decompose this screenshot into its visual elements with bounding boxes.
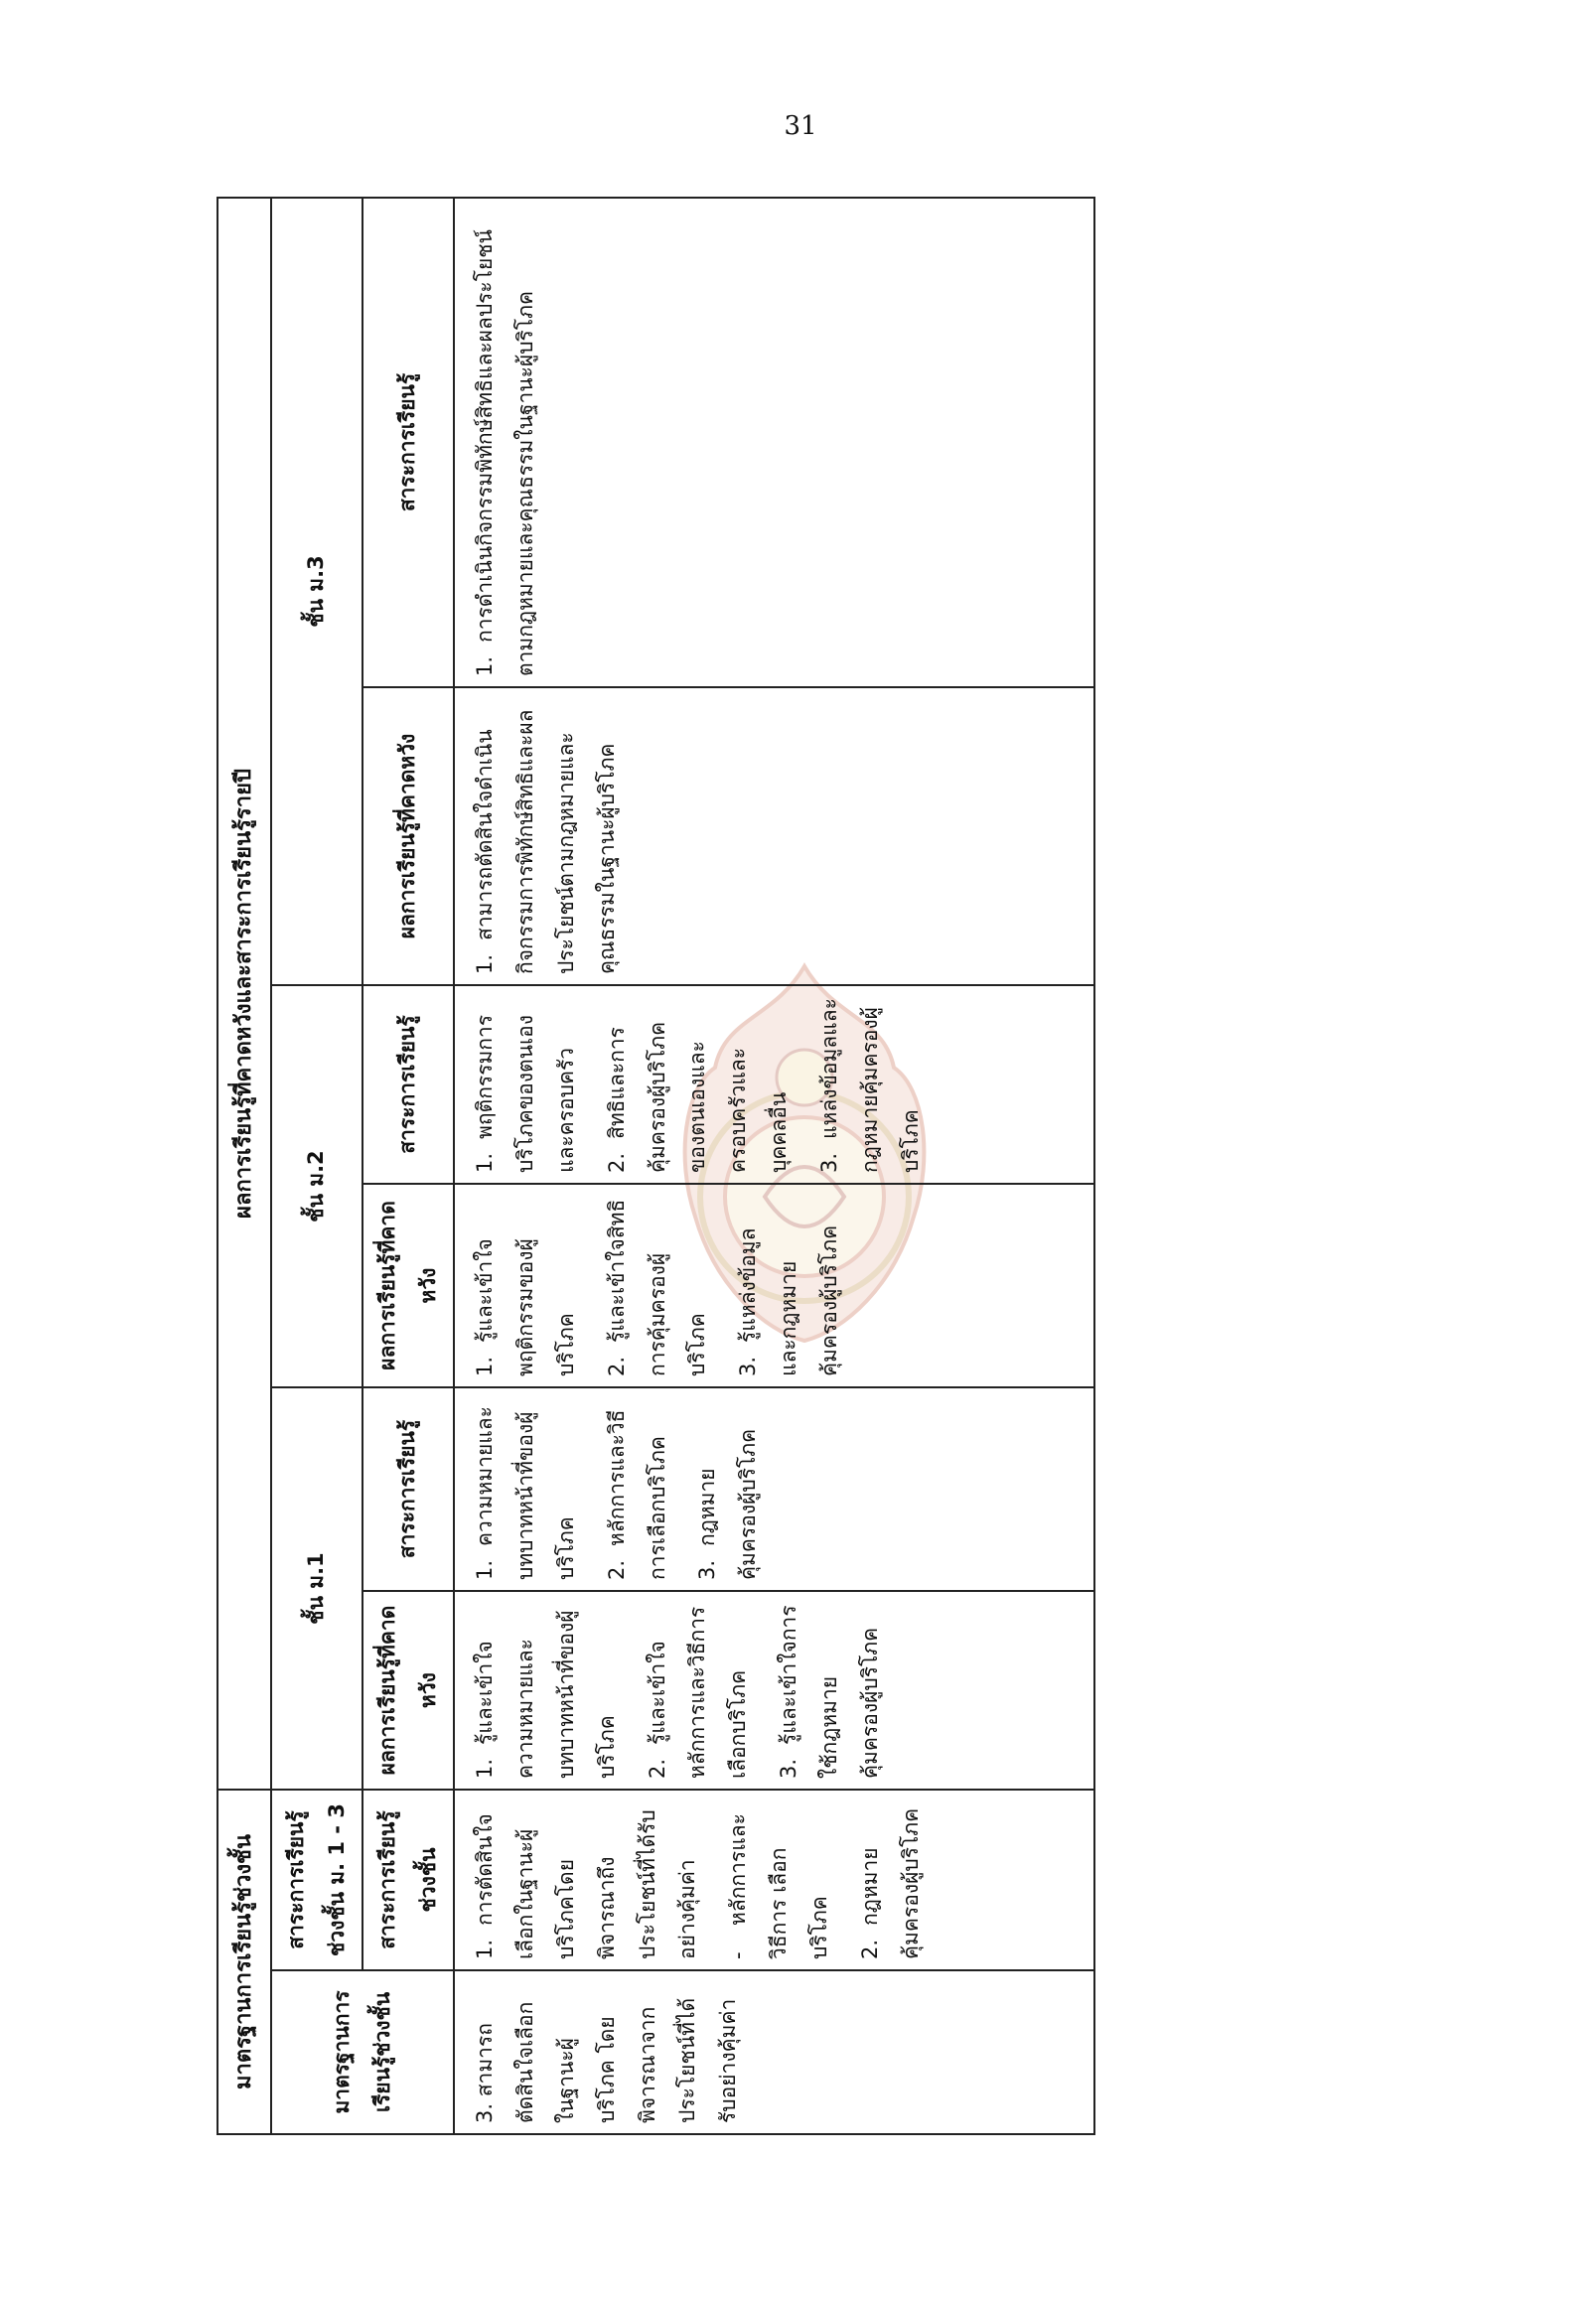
list-item: [850, 1800, 932, 1959]
curriculum-table-rotated: [217, 199, 1095, 2135]
list-item: [638, 1602, 760, 1779]
item-number: 2.: [604, 1356, 629, 1376]
list-item: [465, 1195, 587, 1376]
item-number: 3.: [777, 1758, 801, 1779]
item-text: หลักการและวิธีการ เลือกบริโภค: [726, 1813, 832, 1959]
item-text: รู้และเข้าใจหลักการและวิธีการเลือกบริโภค: [645, 1606, 751, 1779]
item-text: สามารถตัดสินใจดำเนินกิจกรรมการพิทักษ์สิทธิและผลประโยชน์ตามกฎหมายและคุณธรรมในฐานะผู้บริโภค: [472, 709, 619, 974]
item-number: 2.: [604, 1559, 629, 1580]
item-text: การดำเนินกิจกรรมพิทักษ์สิทธิและผลประโยชน์ตามกฎหมายและคุณธรรมในฐานะผู้บริโภค: [472, 229, 537, 676]
list-item: [465, 209, 546, 676]
m2-content-cell: [454, 985, 1094, 1184]
content-col-header: สาระการเรียนรู้ช่วงชั้น ม. 1 - 3: [271, 1790, 363, 1970]
list-item: [597, 1195, 719, 1376]
list-item: [465, 1800, 709, 1959]
m1-content-cell: [454, 1387, 1094, 1591]
m3-expected-cell: [454, 687, 1094, 985]
list-item: [465, 1602, 628, 1779]
list-item: [465, 996, 587, 1173]
m2-expected-cell: [454, 1184, 1094, 1387]
item-text: แหล่งข้อมูลและกฎหมายคุ้มครองผู้บริโภค: [817, 998, 924, 1173]
item-number: -: [726, 1951, 751, 1959]
list-item: [465, 698, 628, 974]
m3-content-cell: [454, 198, 1094, 687]
m2-expected-header: ผลการเรียนรู้ที่คาดหวัง: [363, 1184, 454, 1387]
item-text: สิทธิและการคุ้มครองผู้บริโภคของตนเองและครอบครัวและบุคคลอื่น: [604, 1021, 792, 1173]
item-text: รู้และเข้าใจความหมายและบทบาทหน้าที่ของผู้บริโภค: [472, 1610, 619, 1779]
item-number: 3.: [817, 1152, 842, 1173]
item-number: 2.: [645, 1758, 669, 1779]
m1-expected-cell: [454, 1591, 1094, 1790]
list-item: [718, 1800, 840, 1959]
grade3-header: ชั้น ม.3: [271, 198, 363, 985]
item-text: หลักการและวิธีการเลือกบริโภค: [604, 1409, 669, 1580]
range-content-cell: [454, 1790, 1094, 1970]
item-number: 3.: [736, 1356, 761, 1376]
item-text: รู้และเข้าใจสิทธิการคุ้มครองผู้บริโภค: [604, 1199, 710, 1376]
page-number: 31: [784, 111, 817, 141]
list-item: [465, 1398, 587, 1580]
item-number: 1.: [472, 655, 497, 676]
curriculum-table: [217, 197, 1095, 2135]
item-text: รู้แหล่งข้อมูลและกฎหมายคุ้มครองผู้บริโภค: [736, 1224, 842, 1376]
item-text: กฎหมายคุ้มครองผู้บริโภค: [695, 1428, 761, 1580]
item-text: กฎหมายคุ้มครองผู้บริโภค: [858, 1807, 924, 1959]
standards-group-header: มาตรฐานการเรียนรู้ช่วงชั้น: [218, 1790, 271, 2134]
content-sub-header: สาระการเรียนรู้ช่วงชั้น: [363, 1790, 454, 1970]
standard-col-header: มาตรฐานการเรียนรู้ช่วงชั้น: [271, 1970, 454, 2134]
m1-content-header: สาระการเรียนรู้: [363, 1387, 454, 1591]
item-text: ความหมายและบทบาทหน้าที่ของผู้บริโภค: [472, 1406, 578, 1580]
m1-expected-header: ผลการเรียนรู้ที่คาดหวัง: [363, 1591, 454, 1790]
item-text: รู้และเข้าใจการใช้กฎหมายคุ้มครองผู้บริโภค: [777, 1605, 883, 1779]
m3-content-header: สาระการเรียนรู้: [363, 198, 454, 687]
standard-cell: [454, 1970, 1094, 2134]
grade1-header: ชั้น ม.1: [271, 1387, 363, 1790]
list-item: [769, 1602, 891, 1779]
indicators-group-header: ผลการเรียนรู้ที่คาดหวังและสาระการเรียนรู้รายปี: [218, 198, 271, 1790]
standard-text: 3. สามารถตัดสินใจเลือกในฐานะผู้บริโภค โดยพิจารณาจากประโยชน์ที่ได้รับอย่างคุ้มค่า: [472, 1997, 741, 2123]
grade2-header: ชั้น ม.2: [271, 985, 363, 1387]
list-item: [687, 1398, 769, 1580]
item-number: 3.: [695, 1559, 720, 1580]
item-number: 1.: [472, 1152, 497, 1173]
item-number: 2.: [604, 1152, 629, 1173]
list-item: [728, 1195, 850, 1376]
item-number: 1.: [472, 953, 497, 974]
item-text: พฤติกรรมการบริโภคของตนเองและครอบครัว: [472, 1014, 578, 1173]
item-number: 1.: [472, 1939, 497, 1959]
item-number: 2.: [858, 1939, 883, 1959]
list-item: [597, 996, 800, 1173]
item-number: 1.: [472, 1758, 497, 1779]
m3-expected-header: ผลการเรียนรู้ที่คาดหวัง: [363, 687, 454, 985]
item-number: 1.: [472, 1559, 497, 1580]
item-text: รู้และเข้าใจพฤติกรรมของผู้บริโภค: [472, 1238, 578, 1376]
m2-content-header: สาระการเรียนรู้: [363, 985, 454, 1184]
list-item: [809, 996, 932, 1173]
item-number: 1.: [472, 1356, 497, 1376]
list-item: [597, 1398, 678, 1580]
item-text: การตัดสินใจเลือกในฐานะผู้บริโภคโดยพิจารณาถึงประโยชน์ที่ได้รับอย่างคุ้มค่า: [472, 1809, 700, 1959]
